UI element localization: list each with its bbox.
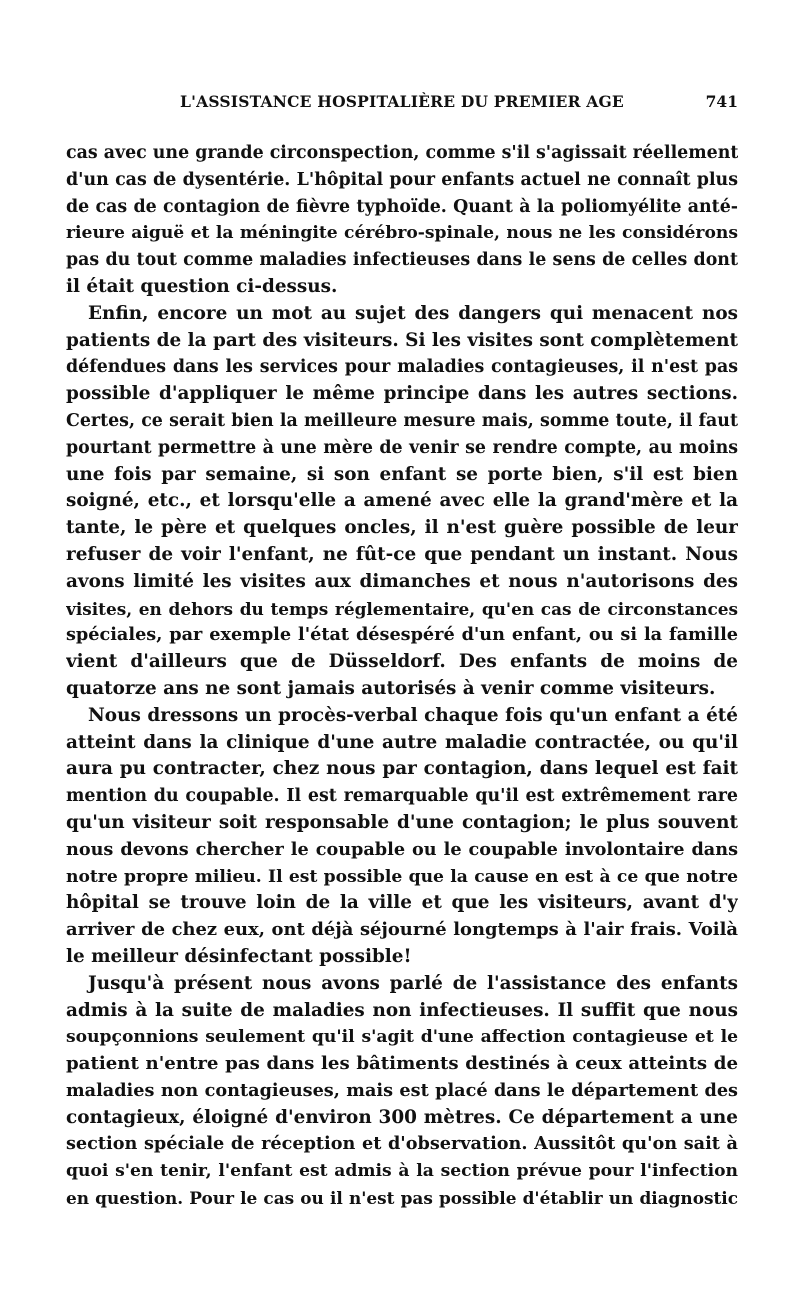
text-line: nous devons chercher le coupable ou le coupable involontaire dans bbox=[66, 838, 738, 860]
text-line: Enfin, encore un mot au sujet des dangers qui menacent nos bbox=[88, 302, 738, 324]
text-line: une fois par semaine, si son enfant se porte bien, s'il est bien bbox=[66, 463, 738, 485]
text-line: tante, le père et quelques oncles, il n'est guère possible de leur bbox=[66, 517, 738, 539]
text-line: Certes, ce serait bien la meilleure mesure mais, somme toute, il faut bbox=[66, 410, 738, 431]
text-line: Jusqu'à présent nous avons parlé de l'assistance des enfants bbox=[88, 972, 738, 994]
text-line: notre propre milieu. Il est possible que la cause en est à ce que notre bbox=[66, 866, 738, 887]
paragraph-2 bbox=[66, 301, 738, 703]
paragraph-3 bbox=[66, 703, 738, 971]
text-line: section spéciale de réception et d'observation. Aussitôt qu'on sait à bbox=[66, 1133, 738, 1155]
text-line: mention du coupable. Il est remarquable qu'il est extrêmement rare bbox=[66, 786, 738, 807]
text-line: de cas de contagion de fièvre typhoïde. Quant à la poliomyélite anté- bbox=[66, 196, 738, 217]
text-line: arriver de chez eux, ont déjà séjourné longtemps à l'air frais. Voilà bbox=[66, 919, 738, 941]
text-line: possible d'appliquer le même principe dans les autres sections. bbox=[66, 383, 738, 405]
text-line: refuser de voir l'enfant, ne fût-ce que pendant un instant. Nous bbox=[66, 543, 738, 565]
text-line: pourtant permettre à une mère de venir se rendre compte, au moins bbox=[66, 437, 738, 458]
text-line: le meilleur désinfectant possible! bbox=[66, 945, 412, 967]
text-line: maladies non contagieuses, mais est placé dans le département des bbox=[66, 1079, 738, 1101]
text-line: cas avec une grande circonspection, comme s'il s'agissait réellement bbox=[66, 143, 738, 163]
text-line: aura pu contracter, chez nous par contagion, dans lequel est fait bbox=[66, 758, 738, 780]
text-line: défendues dans les services pour maladies contagieuses, il n'est pas bbox=[66, 357, 738, 378]
text-line: soupçonnions seulement qu'il s'agit d'une affection contagieuse et le bbox=[66, 1027, 738, 1048]
text-line: avons limité les visites aux dimanches et nous n'autorisons des bbox=[66, 570, 738, 592]
text-line: patient n'entre pas dans les bâtiments destinés à ceux atteints de bbox=[66, 1053, 738, 1075]
paragraph-1 bbox=[66, 140, 738, 301]
text-line: atteint dans la clinique d'une autre maladie contractée, ou qu'il bbox=[66, 731, 738, 753]
text-line: soigné, etc., et lorsqu'elle a amené avec elle la grand'mère et la bbox=[66, 490, 738, 512]
text-line: rieure aiguë et la méningite cérébro-spinale, nous ne les considérons bbox=[66, 223, 738, 244]
body-text bbox=[66, 140, 738, 1212]
text-line: d'un cas de dysentérie. L'hôpital pour enfants actuel ne connaît plus bbox=[66, 169, 738, 190]
text-line: en question. Pour le cas ou il n'est pas possible d'établir un diagnostic bbox=[66, 1188, 738, 1209]
text-line: Nous dressons un procès-verbal chaque fois qu'un enfant a été bbox=[88, 704, 738, 726]
text-line: hôpital se trouve loin de la ville et que les visiteurs, avant d'y bbox=[66, 892, 738, 914]
text-line: contagieux, éloigné d'environ 300 mètres. Ce département a une bbox=[66, 1106, 738, 1128]
text-line: spéciales, par exemple l'état désespéré d'un enfant, ou si la famille bbox=[66, 624, 738, 646]
text-line: quoi s'en tenir, l'enfant est admis à la section prévue pour l'infection bbox=[66, 1161, 738, 1182]
text-line: visites, en dehors du temps réglementaire, qu'en cas de circonstances bbox=[66, 598, 738, 619]
text-line: qu'un visiteur soit responsable d'une contagion; le plus souvent bbox=[66, 811, 738, 833]
running-head bbox=[66, 92, 738, 116]
running-title: L'ASSISTANCE HOSPITALIÈRE DU PREMIER AGE bbox=[180, 92, 624, 111]
text-line: admis à la suite de maladies non infectieuses. Il suffit que nous bbox=[66, 999, 738, 1021]
paragraph-4 bbox=[66, 971, 738, 1212]
text-line: il était question ci-dessus. bbox=[66, 275, 338, 297]
text-line: patients de la part des visiteurs. Si les visites sont complètement bbox=[66, 329, 738, 351]
text-line: quatorze ans ne sont jamais autorisés à venir comme visiteurs. bbox=[66, 677, 716, 699]
text-line: pas du tout comme maladies infectieuses dans le sens de celles dont bbox=[66, 250, 738, 271]
page-number: 741 bbox=[705, 92, 738, 111]
text-line: vient d'ailleurs que de Düsseldorf. Des enfants de moins de bbox=[66, 651, 738, 673]
